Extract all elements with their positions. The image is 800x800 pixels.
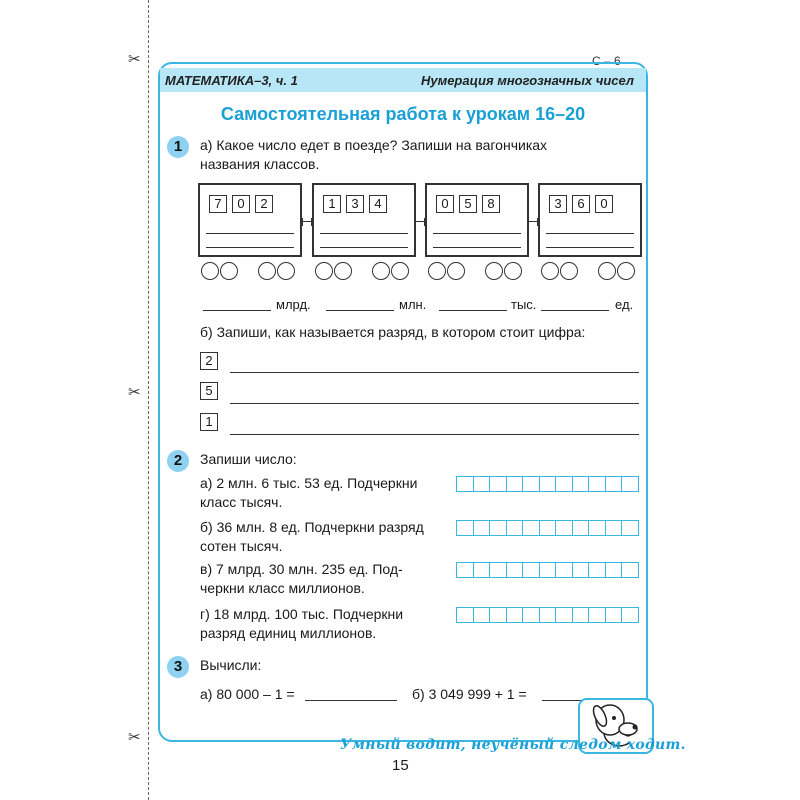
answer-line[interactable] — [230, 372, 639, 373]
wagon-digit: 0 — [595, 195, 613, 213]
wheel-icon — [617, 262, 635, 280]
task3-a-expression: а) 80 000 – 1 = — [200, 686, 295, 702]
motto: Умный водит, неучёный следом ходит. — [340, 737, 686, 753]
wagon-answer-line[interactable] — [320, 233, 408, 234]
wagon-digit: 7 — [209, 195, 227, 213]
task2-item-text: черкни класс миллионов. — [200, 580, 365, 596]
task2-item-text: класс тысяч. — [200, 494, 283, 510]
class-label: млрд. — [276, 297, 311, 312]
wagon-answer-line[interactable] — [206, 247, 294, 248]
wheel-icon — [391, 262, 409, 280]
wheel-icon — [485, 262, 503, 280]
task2-item-text: г) 18 млрд. 100 тыс. Подчеркни — [200, 606, 404, 622]
task1-b-text: б) Запиши, как называется разряд, в котором стоит цифра: — [200, 324, 586, 340]
task2-item-text: разряд единиц миллионов. — [200, 625, 377, 641]
task2-item-text: а) 2 млн. 6 тыс. 53 ед. Подчеркни — [200, 475, 418, 491]
page-title: Самостоятельная работа к урокам 16–20 — [220, 104, 586, 124]
task-number-3: 3 — [167, 656, 189, 678]
wheel-icon — [447, 262, 465, 280]
digit-box: 2 — [200, 352, 218, 370]
wheel-icon — [315, 262, 333, 280]
task1-a-text-cont: названия классов. — [200, 156, 320, 172]
wheel-icon — [372, 262, 390, 280]
coupler-icon — [528, 218, 538, 226]
wagon-digit: 2 — [255, 195, 273, 213]
wagon-digit: 6 — [572, 195, 590, 213]
answer-line[interactable] — [230, 403, 639, 404]
answer-cell-grid[interactable] — [456, 562, 639, 578]
wagon-digit: 1 — [323, 195, 341, 213]
answer-blank[interactable] — [439, 310, 507, 311]
scissors-icon: ✂ — [128, 384, 141, 401]
class-label: млн. — [399, 297, 427, 312]
class-label: ед. — [615, 297, 634, 312]
scissors-icon: ✂ — [128, 51, 141, 68]
task3-intro: Вычисли: — [200, 657, 262, 673]
wagon-digit: 0 — [232, 195, 250, 213]
wagon-digit: 5 — [459, 195, 477, 213]
topic-title: Нумерация многозначных чисел — [420, 73, 634, 88]
wheel-icon — [277, 262, 295, 280]
answer-blank[interactable] — [326, 310, 394, 311]
task1-a-text: а) Какое число едет в поезде? Запиши на вагончиках — [200, 137, 548, 153]
wheel-icon — [334, 262, 352, 280]
answer-cell-grid[interactable] — [456, 520, 639, 536]
answer-blank[interactable] — [541, 310, 609, 311]
task2-item-text: в) 7 млрд. 30 млн. 235 ед. Под- — [200, 561, 403, 577]
answer-blank[interactable] — [203, 310, 271, 311]
wheel-icon — [220, 262, 238, 280]
task2-item-text: б) 36 млн. 8 ед. Подчеркни разряд — [200, 519, 424, 535]
wagon-answer-line[interactable] — [546, 247, 634, 248]
wagon-digit: 4 — [369, 195, 387, 213]
digit-box: 1 — [200, 413, 218, 431]
answer-blank[interactable] — [305, 700, 397, 701]
wagon-answer-line[interactable] — [433, 247, 521, 248]
page-code: С – 6 — [592, 54, 621, 68]
wagon-answer-line[interactable] — [206, 233, 294, 234]
digit-box: 5 — [200, 382, 218, 400]
answer-cell-grid[interactable] — [456, 476, 639, 492]
task2-intro: Запиши число: — [200, 451, 297, 467]
task3-b-expression: б) 3 049 999 + 1 = — [412, 686, 527, 702]
wagon-answer-line[interactable] — [433, 233, 521, 234]
wagon-digit: 0 — [436, 195, 454, 213]
wagon-answer-line[interactable] — [546, 233, 634, 234]
page-number: 15 — [392, 757, 409, 774]
wheel-icon — [541, 262, 559, 280]
coupler-icon — [302, 218, 312, 226]
task-number-1: 1 — [167, 136, 189, 158]
cut-line — [148, 0, 149, 800]
wagon-digit: 8 — [482, 195, 500, 213]
wheel-icon — [428, 262, 446, 280]
wheel-icon — [504, 262, 522, 280]
scissors-icon: ✂ — [128, 729, 141, 746]
class-label: тыс. — [511, 297, 537, 312]
task-number-2: 2 — [167, 450, 189, 472]
wagon-answer-line[interactable] — [320, 247, 408, 248]
answer-cell-grid[interactable] — [456, 607, 639, 623]
wheel-icon — [201, 262, 219, 280]
wagon-digit: 3 — [549, 195, 567, 213]
book-title: МАТЕМАТИКА–3, ч. 1 — [165, 73, 298, 88]
wagon-digit: 3 — [346, 195, 364, 213]
wheel-icon — [258, 262, 276, 280]
wheel-icon — [598, 262, 616, 280]
task2-item-text: сотен тысяч. — [200, 538, 283, 554]
wheel-icon — [560, 262, 578, 280]
coupler-icon — [415, 218, 425, 226]
answer-line[interactable] — [230, 434, 639, 435]
